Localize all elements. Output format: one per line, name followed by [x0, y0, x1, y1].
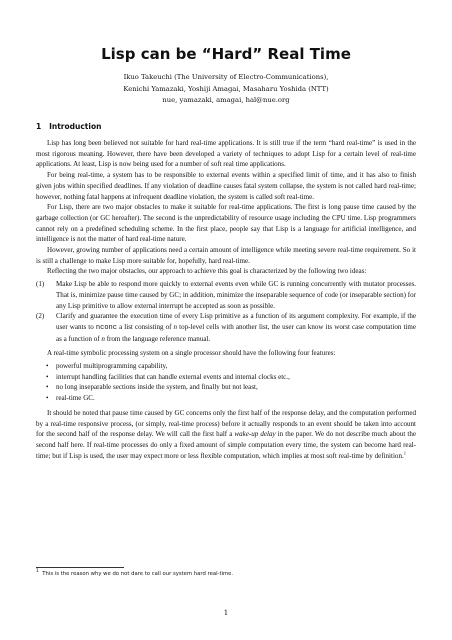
paragraph-7	[36, 408, 416, 462]
paragraph-5: Reflecting the two major obstacles, our approach to achieve this goal is characterized by the following two ideas:	[47, 267, 367, 276]
section-title: Introduction	[49, 122, 102, 131]
item-number: (1)	[36, 280, 45, 289]
item-text: real-time GC.	[56, 394, 95, 403]
item-text-part: top-level cells with another list, the user can know its worst case computation time as a function of	[56, 322, 416, 343]
footnote-marker: 1	[403, 450, 406, 456]
list-item	[36, 372, 416, 383]
item-text	[56, 312, 416, 342]
bullet-icon: •	[46, 394, 49, 403]
paragraph-4: However, growing number of applications need a certain amount of intelligence while meeting severe real-time requirement. So it is still a challenge to make Lisp more suitable for, hopefully, hard real-time.	[36, 246, 416, 265]
section-heading	[36, 122, 101, 131]
item-text: interrupt handling facilities that can handle external events and internal clocks etc.,	[56, 372, 290, 381]
math-variable: n	[101, 334, 105, 343]
list-item	[36, 393, 416, 404]
math-variable: n	[173, 322, 178, 331]
item-text: powerful multiprogramming capability,	[56, 362, 168, 371]
author-emails: nue, yamazaki, amagai, hal@nue.org	[162, 96, 290, 104]
item-text-part: Clarify and guarantee the execution time of every Lisp primitive as a function of its argument complexity. For example, if the user wants to	[56, 312, 416, 331]
list-item	[36, 311, 416, 344]
item-text: Make Lisp be able to respond more quickly to external events even while GC is running concurrently with mutator processes. That is, minimize pause time caused by GC; in addition, minimize the inseparable sequence of code (or inseparable section) for any Lisp primitive to allow external interrupt be accepted as soon as possible.	[56, 280, 416, 310]
ideas-list	[36, 279, 416, 344]
paragraph-1: Lisp has long been believed not suitable for hard real-time applications. It is still true if the term “hard real-time” is used in the most rigorous meaning. However, there have been developed a variety of techniques to adopt Lisp for a certain level of real-time applications. At least, Lisp is now being used for a number of soft real time applications.	[36, 139, 416, 169]
paper-title: Lisp can be “Hard” Real Time	[101, 45, 351, 63]
footnote	[36, 570, 416, 578]
bullet-icon: •	[46, 362, 49, 371]
section-number: 1	[36, 122, 42, 131]
item-text-part: from the language reference manual.	[104, 334, 211, 343]
defined-term: wake-up delay	[234, 430, 276, 439]
author-line-2: Kenichi Yamazaki, Yoshiji Amagai, Masaharu Yoshida (NTT)	[123, 84, 329, 93]
footnote-text: This is the reason why we do not dare to call our system hard real-time.	[42, 571, 234, 577]
bullet-icon: •	[46, 383, 49, 392]
section-body	[36, 138, 416, 461]
features-list	[36, 361, 416, 404]
list-item	[36, 382, 416, 393]
footnote-mark: 1	[36, 569, 39, 575]
list-item	[36, 279, 416, 311]
paragraph-text-part: in the paper. We do not describe much about the second half here. If real-time processes do only a fixed amount of simple computation every time, the system can become hard real-time; but if Lisp is used, the user may expect more or less flexible computation, which implies at most soft real-time by definition.	[36, 430, 416, 460]
item-text-part: a list consisting of	[117, 322, 174, 331]
item-number: (2)	[36, 312, 45, 321]
page-number: 1	[223, 609, 229, 617]
list-item	[36, 361, 416, 372]
paragraph-text-part: It should be noted that pause time caused by GC concerns only the first half of the response delay, and the computation performed by a real-time responsive process, (or simply, real-time process) before it actually responds to an event should be taken into account for the second half of the response delay. We will call the first half a	[36, 408, 416, 439]
author-block	[0, 72, 452, 107]
footnote-rule	[36, 567, 124, 568]
paragraph-6: A real-time symbolic processing system on a single processor should have the following four features:	[47, 349, 336, 358]
author-line-1: Ikuo Takeuchi (The University of Electro-Communications),	[123, 73, 329, 81]
item-text: no long inseparable sections inside the system, and finally but not least,	[56, 383, 258, 392]
paragraph-2: For being real-time, a system has to be responsible to external events within a specified limit of time, and it has also to finish given jobs within specified deadlines. If any violation of deadline causes fatal system collapse, the system is not called hard real-time; however, nothing fatal happens at infrequent deadline violation, the system is called soft real-time.	[36, 171, 416, 201]
paragraph-3: For Lisp, there are two major obstacles to make it suitable for real-time applications. The first is long pause time caused by the garbage collection (or GC hereafter). The second is the unpredictability of resource usage including the CPU time. Lisp programmers cannot rely on a predefined scheduling scheme. In the first place, people say that Lisp is a language for artificial intelligence, and intelligence is not the matter of hard real-time nature.	[36, 203, 416, 244]
bullet-icon: •	[46, 372, 49, 381]
inline-code: nconc	[95, 323, 118, 332]
